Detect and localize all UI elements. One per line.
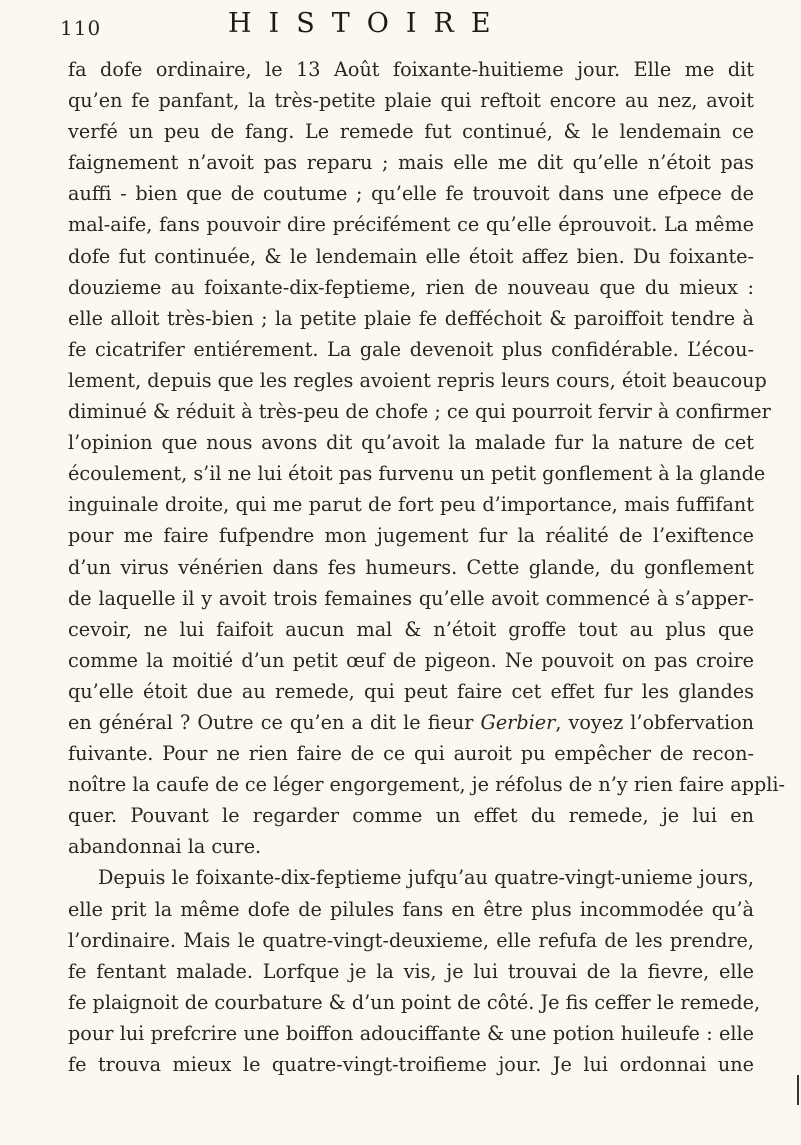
text-line: fa dofe ordinaire, le 13 Août foixante-huitieme jour. Elle me dit [68, 58, 754, 81]
running-title: HISTOIRE [228, 8, 508, 39]
body-text [68, 54, 786, 1080]
text-line: mal-aife, fans pouvoir dire précifément ce qu’elle éprouvoit. La même [68, 213, 754, 237]
text-line: diminué & réduit à très-peu de chofe ; ce qui pourroit fervir à confirmer [68, 400, 771, 424]
text-line: quer. Pouvant le regarder comme un effet du remede, je lui en [68, 804, 754, 828]
text-line: noître la caufe de ce léger engorgement, je réfolus de n’y rien faire appli- [68, 773, 786, 797]
paragraph-start-line: Depuis le foixante-dix-feptieme jufqu’au quatre-vingt-unieme jours, [98, 866, 754, 890]
page-number: 110 [60, 16, 102, 40]
text-line: fe trouva mieux le quatre-vingt-troifieme jour. Je lui ordonnai une [68, 1053, 754, 1076]
text-line: cevoir, ne lui faifoit aucun mal & n’étoit groffe tout au plus que [68, 617, 754, 641]
text-line: fe cicatrifer entiérement. La gale devenoit plus confidérable. L’écou- [68, 337, 754, 361]
text-line: en général ? Outre ce qu’en a dit le fieur Gerbier, voyez l’obfervation [68, 710, 754, 734]
text-line: inguinale droite, qui me parut de fort peu d’importance, mais fuffifant [68, 493, 754, 517]
text-line: fe plaignoit de courbature & d’un point de côté. Je fis ceffer le remede, [68, 990, 761, 1014]
text-line: l’opinion que nous avons dit qu’avoit la malade fur la nature de cet [68, 431, 754, 455]
text-line: dofe fut continuée, & le lendemain elle étoit affez bien. Du foixante- [68, 244, 754, 268]
text-line: verfé un peu de fang. Le remede fut continué, & le lendemain ce [68, 120, 754, 144]
paragraph-end-line: abandonnai la cure. [68, 835, 262, 859]
text-line: qu’elle étoit due au remede, qui peut faire cet effet fur les glandes [68, 679, 754, 703]
text-line: elle prit la même dofe de pilules fans en être plus incommodée qu’à [68, 897, 754, 921]
text-line: lement, depuis que les regles avoient repris leurs cours, étoit beaucoup [68, 368, 767, 392]
text-line: fe fentant malade. Lorfque je la vis, je lui trouvai de la fievre, elle [68, 959, 754, 983]
text-line: faignement n’avoit pas reparu ; mais elle me dit qu’elle n’étoit pas [68, 151, 754, 175]
text-line: pour lui prefcrire une boiffon adouciffante & une potion huileufe : elle [68, 1021, 754, 1045]
text-line: pour me faire fufpendre mon jugement fur la réalité de l’exiftence [68, 524, 754, 548]
text-line: l’ordinaire. Mais le quatre-vingt-deuxieme, elle refufa de les prendre, [68, 928, 754, 952]
text-line: d’un virus vénérien dans fes humeurs. Cette glande, du gonflement [68, 555, 754, 579]
page-edge-mark [797, 1075, 799, 1105]
text-line: qu’en fe panfant, la très-petite plaie qui reftoit encore au nez, avoit [68, 89, 754, 113]
text-line: fuivante. Pour ne rien faire de ce qui auroit pu empêcher de recon- [68, 742, 754, 766]
text-line: écoulement, s’il ne lui étoit pas furvenu un petit gonflement à la glande [68, 462, 766, 486]
text-line: comme la moitié d’un petit œuf de pigeon. Ne pouvoit on pas croire [68, 648, 754, 672]
text-line: auffi - bien que de coutume ; qu’elle fe trouvoit dans une efpece de [68, 182, 754, 206]
text-line: elle alloit très-bien ; la petite plaie fe defféchoit & paroiffoit tendre à [68, 306, 754, 330]
text-line: de laquelle il y avoit trois femaines qu’elle avoit commencé à s’apper- [68, 586, 754, 610]
text-line: douzieme au foixante-dix-feptieme, rien de nouveau que du mieux : [68, 275, 754, 299]
italic-name: Gerbier [480, 710, 556, 734]
running-head [0, 8, 801, 44]
